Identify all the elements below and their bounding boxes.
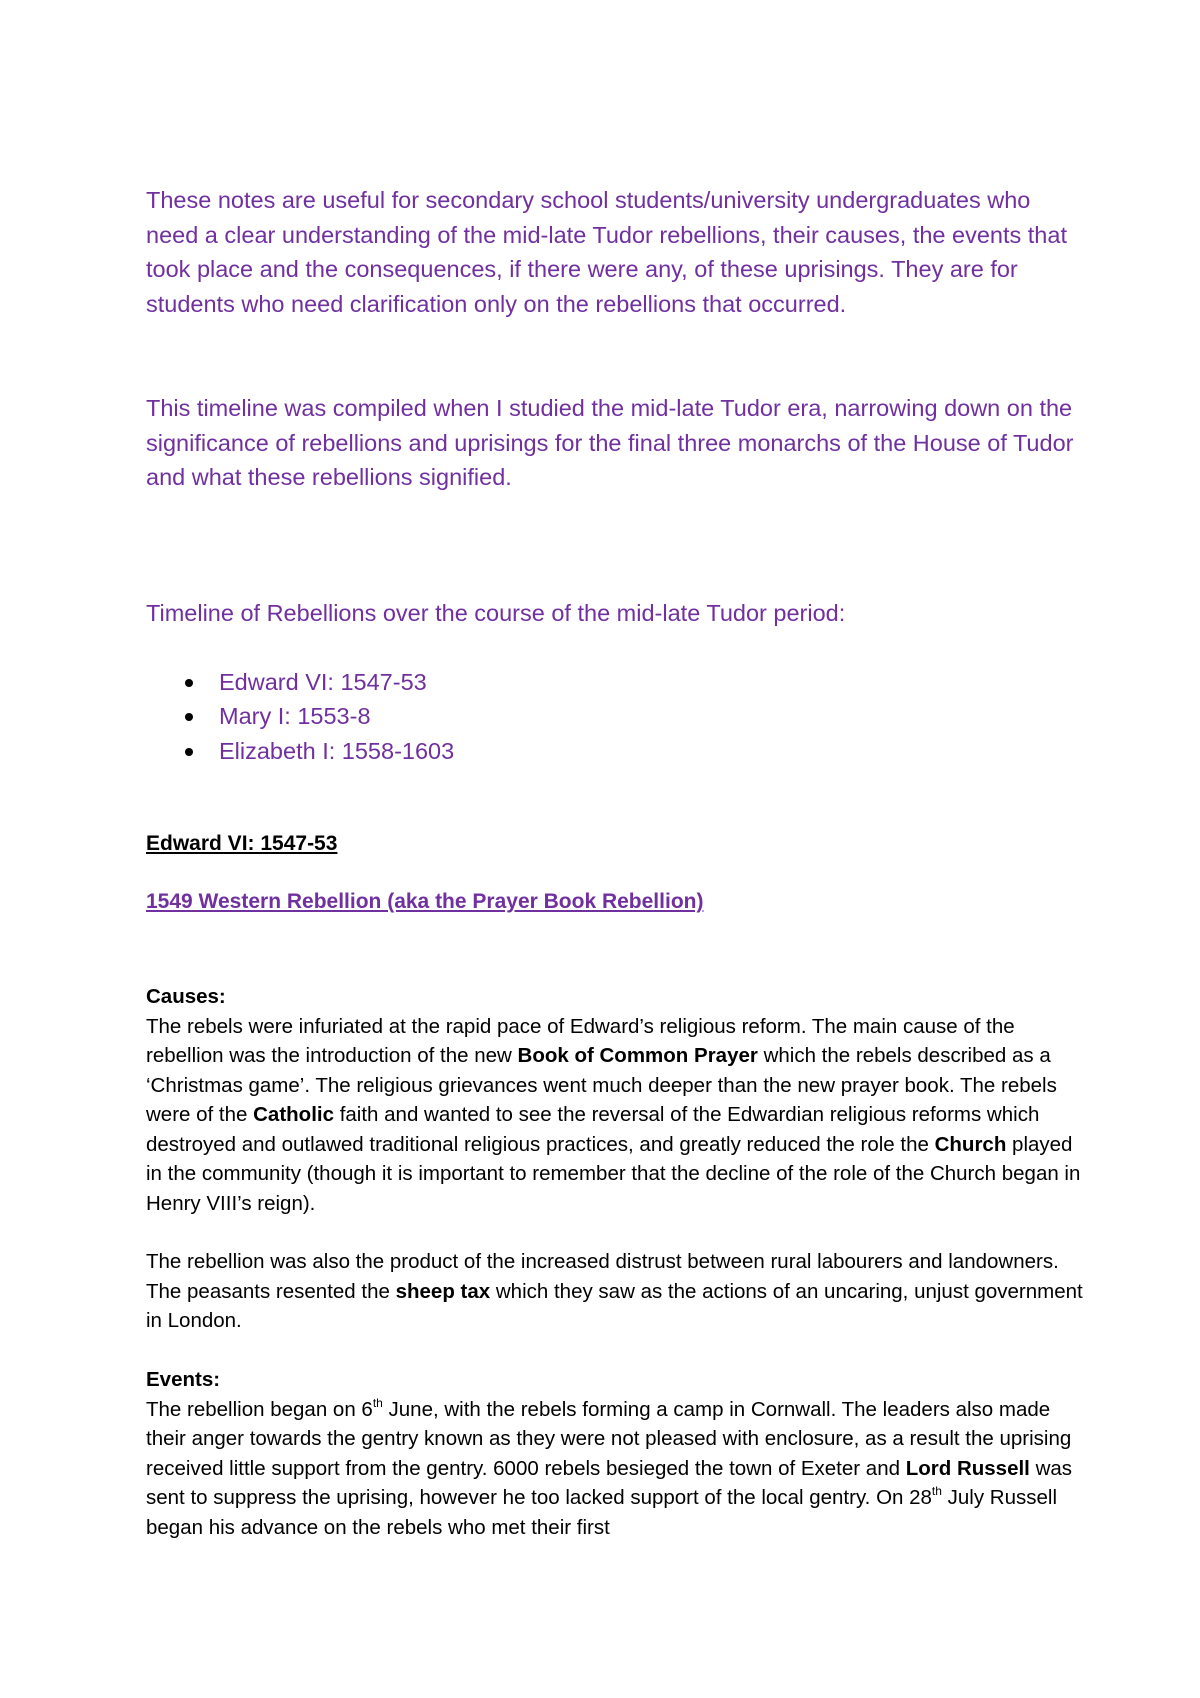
ordinal-suffix: th [931, 1484, 942, 1498]
events-label: Events: [146, 1368, 221, 1391]
causes-bold-term: sheep tax [395, 1279, 491, 1303]
timeline-item-label: Edward VI: 1547-53 [219, 669, 427, 695]
events-bold-term: Lord Russell [905, 1456, 1030, 1480]
causes-text: The rebels were infuriated at the rapid pace of Edward’s religious reform. The main cause of the rebellion was the introduction of the new [146, 1014, 1015, 1067]
timeline-item-label: Mary I: 1553-8 [219, 703, 371, 730]
intro-paragraph-1: These notes are useful for secondary school students/university undergraduates who need a clear understanding of the mid-late Tudor rebellions, their causes, the events that took place and the consequences, if there were any, of these uprisings. They are for students who need clarification only on the rebellions that occurred. [146, 187, 1067, 317]
events-section [146, 1365, 1086, 1542]
causes-text: played in the community (though it is important to remember that the decline of the role of the Church began in Henry VIII’s reign). [146, 1132, 1081, 1215]
causes-text: which they saw as the actions of an uncaring, unjust government in London. [146, 1279, 1083, 1332]
timeline-item-elizabeth [146, 734, 454, 768]
causes-bold-term: Book of Common Prayer [517, 1044, 758, 1067]
bullet-icon [185, 679, 193, 687]
causes-text: which the rebels described as a ‘Christmas game’. The religious grievances went much deeper than the new prayer book. The rebels were of the [146, 1044, 1057, 1126]
causes-bold-term: Church [934, 1132, 1007, 1156]
intro-paragraph-2: This timeline was compiled when I studied the mid-late Tudor era, narrowing down on the significance of rebellions and uprisings for the final three monarchs of the House of Tudor and what these rebellions signified. [146, 395, 1074, 491]
events-text: was sent to suppress the uprising, however he too lacked support of the local gentry. On 28 [146, 1456, 1073, 1509]
causes-text: The rebellion was also the product of the increased distrust between rural labourers and landowners. The peasants resented the [146, 1250, 1059, 1303]
causes-bold-term: Catholic [253, 1103, 334, 1126]
timeline-item-label: Elizabeth I: 1558-1603 [219, 737, 455, 764]
causes-text: faith and wanted to see the reversal of the Edwardian religious reforms which destroyed and outlawed traditional religious practices, and greatly reduced the role the [146, 1103, 1040, 1156]
causes-paragraph-2 [146, 1247, 1086, 1336]
events-text: The rebellion began on 6 [146, 1397, 373, 1421]
section-subheading: 1549 Western Rebellion (aka the Prayer Book Rebellion) [146, 890, 704, 913]
events-text: July Russell began his advance on the rebels who met their first [146, 1486, 1057, 1539]
section-heading: Edward VI: 1547-53 [146, 832, 338, 855]
timeline-list [146, 665, 454, 768]
timeline-item-edward [146, 665, 454, 699]
bullet-icon [185, 748, 193, 756]
timeline-title: Timeline of Rebellions over the course of the mid-late Tudor period: [146, 600, 846, 626]
events-text: June, with the rebels forming a camp in Cornwall. The leaders also made their anger towards the gentry known as they were not pleased with enclosure, as a result the uprising received little support from the gentry. 6000 rebels besieged the town of Exeter and [146, 1397, 1072, 1480]
causes-label: Causes: [146, 985, 226, 1008]
bullet-icon [185, 713, 193, 721]
causes-section [146, 982, 1086, 1218]
ordinal-suffix: th [372, 1395, 383, 1410]
timeline-item-mary [146, 699, 454, 733]
